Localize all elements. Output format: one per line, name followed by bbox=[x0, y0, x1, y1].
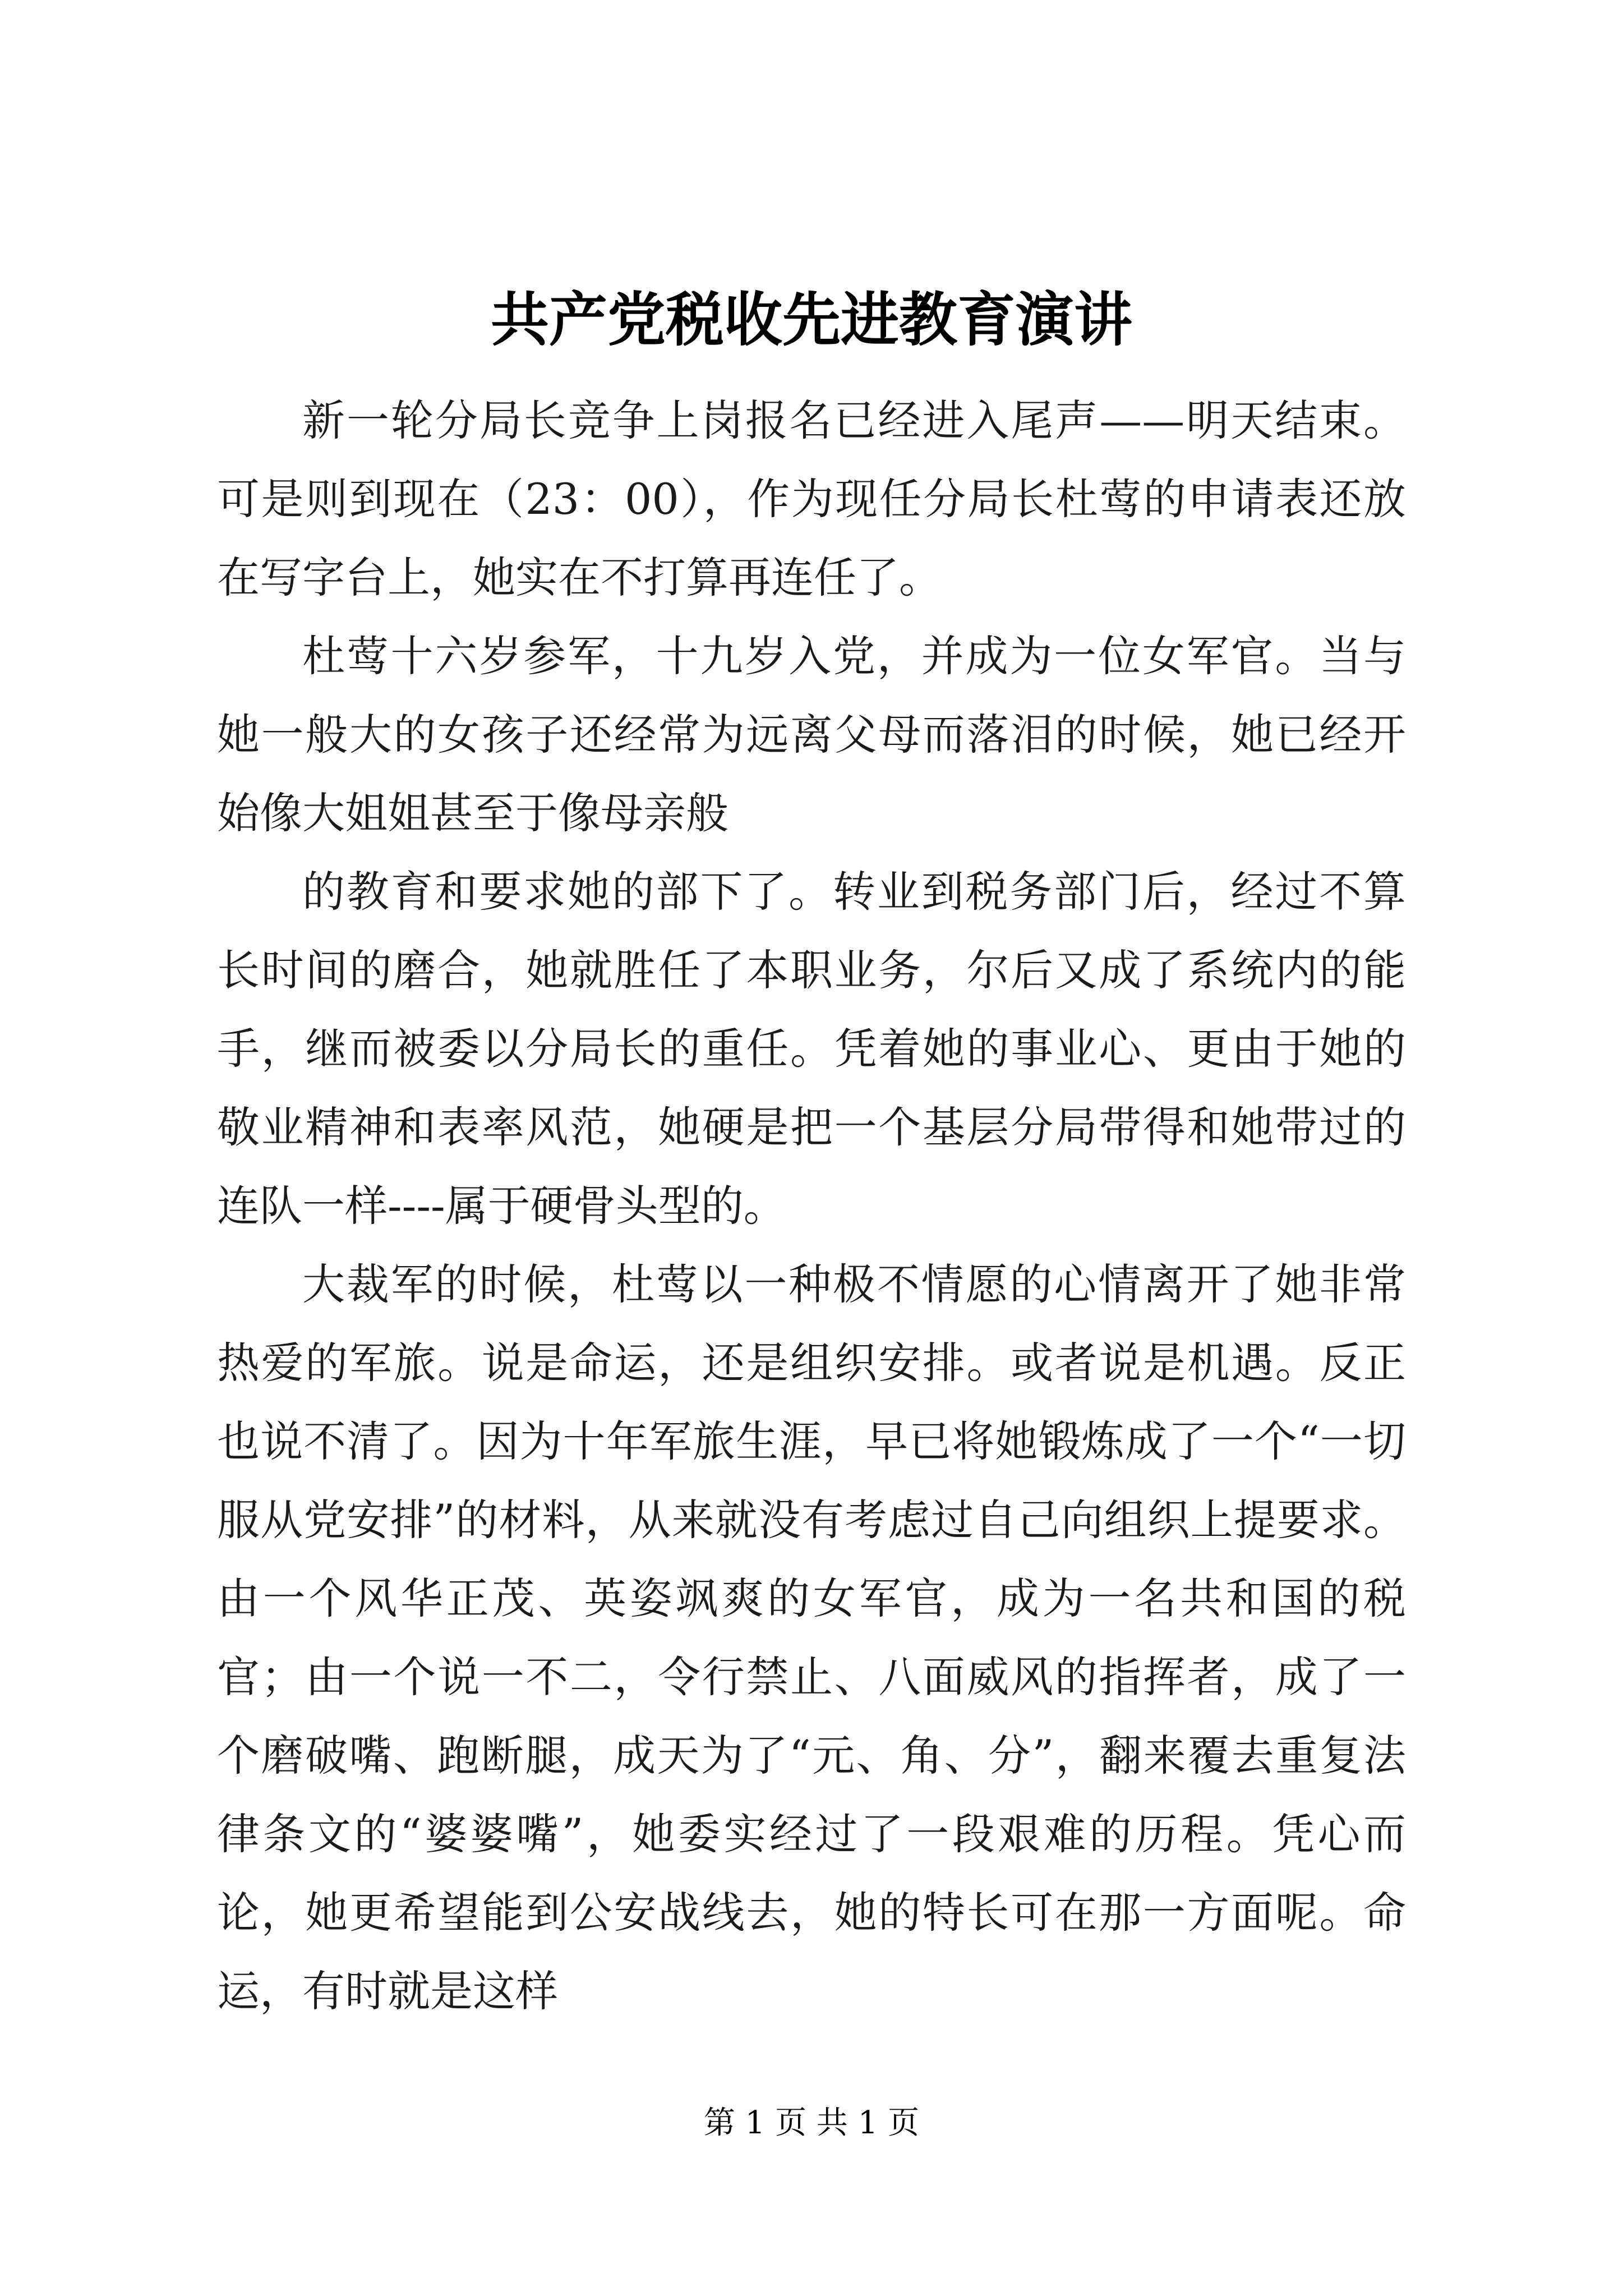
document-title: 共产党税收先进教育演讲 bbox=[490, 285, 1132, 354]
document-body bbox=[217, 381, 1406, 2031]
paragraph: 新一轮分局长竞争上岗报名已经进入尾声——明天结束。可是则到现在（23：00），作为现任分局长杜莺的申请表还放在写字台上，她实在不打算再连任了。 bbox=[217, 395, 1406, 602]
paragraph: 大裁军的时候，杜莺以一种极不情愿的心情离开了她非常热爱的军旅。说是命运，还是组织安排。或者说是机遇。反正也说不清了。因为十年军旅生涯，早已将她锻炼成了一个“一切服从党安排”的材料，从来就没有考虑过自己向组织上提要求。由一个风华正茂、英姿飒爽的女军官，成为一名共和国的税官；由一个说一不二，令行禁止、八面威风的指挥者，成了一个磨破嘴、跑断腿，成天为了“元、角、分”，翻来覆去重复法律条文的“婆婆嘴”，她委实经过了一段艰难的历程。凭心而论，她更希望能到公安战线去，她的特长可在那一方面呢。命运，有时就是这样 bbox=[217, 1259, 1406, 2016]
paragraph: 的教育和要求她的部下了。转业到税务部门后，经过不算长时间的磨合，她就胜任了本职业务，尔后又成了系统内的能手，继而被委以分局长的重任。凭着她的事业心、更由于她的敬业精神和表率风范，她硬是把一个基层分局带得和她带过的连队一样----属于硬骨头型的。 bbox=[217, 867, 1406, 1231]
paragraph: 杜莺十六岁参军，十九岁入党，并成为一位女军官。当与她一般大的女孩子还经常为远离父母而落泪的时候，她已经开始像大姐姐甚至于像母亲般 bbox=[217, 631, 1406, 838]
page-footer: 第 1 页 共 1 页 bbox=[703, 2105, 920, 2141]
